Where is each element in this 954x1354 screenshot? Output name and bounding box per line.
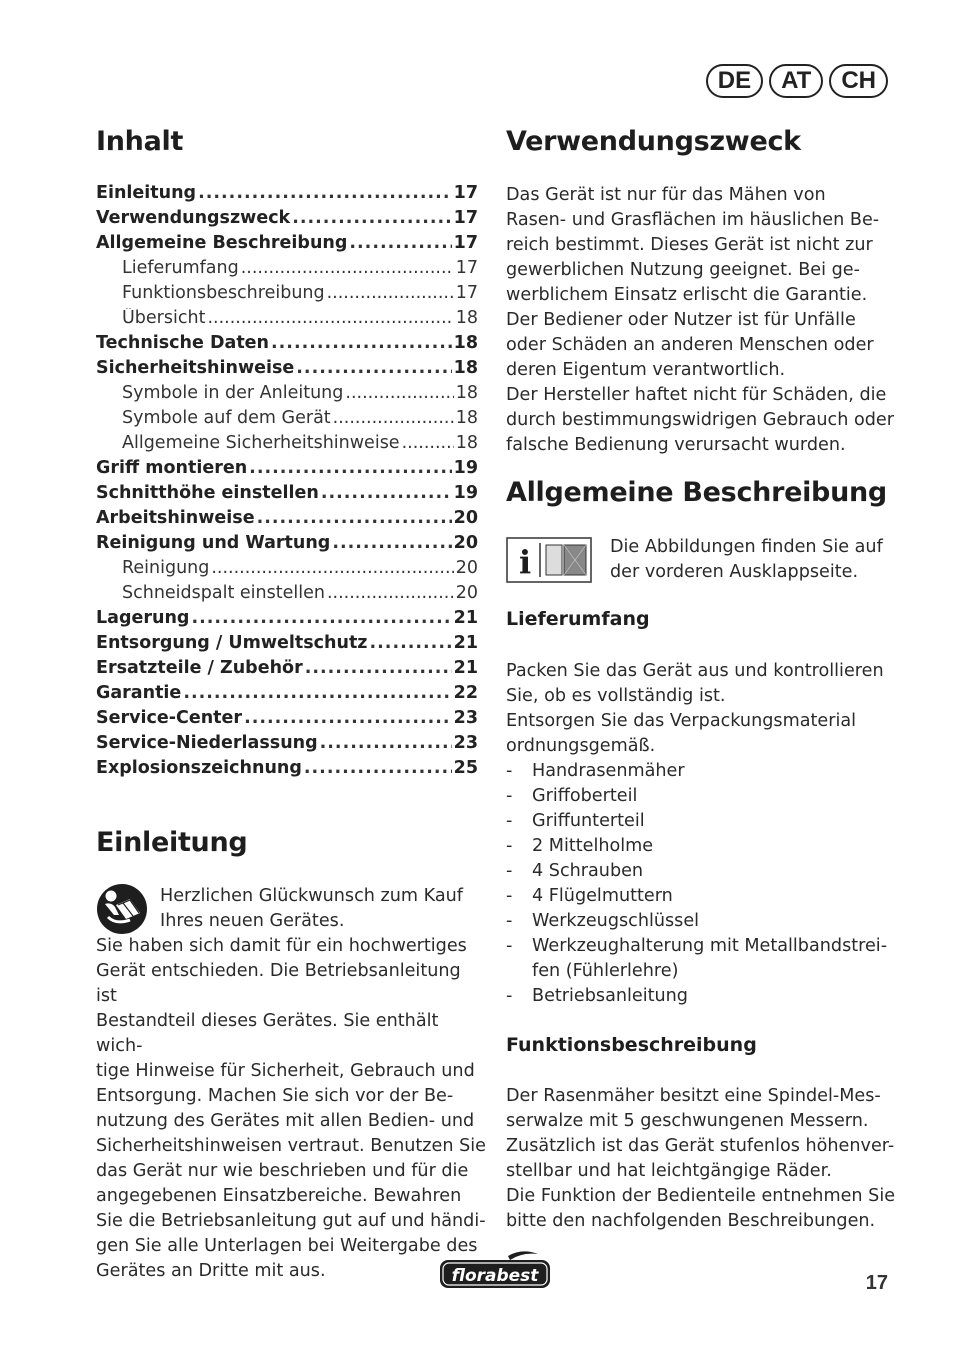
list-item: - Betriebsanleitung (506, 984, 896, 1009)
toc-entry[interactable]: Lieferumfang ..... 17 (96, 258, 478, 283)
toc-entry[interactable]: Service-Niederlassung ..... 23 (96, 733, 478, 758)
body-line: Sie die Betriebsanleitung gut auf und händi- (96, 1211, 486, 1231)
lieferumfang-body (506, 659, 896, 1009)
toc-entry[interactable]: Allgemeine Sicherheitshinweise ..... 18 (96, 433, 478, 458)
toc-entry[interactable]: Funktionsbeschreibung ..... 17 (96, 283, 478, 308)
country-badge-at: AT (769, 64, 823, 98)
body-line: Entsorgen Sie das Verpackungsmaterial (506, 711, 857, 731)
body-line: das Gerät nur wie beschrieben und für die (96, 1161, 469, 1181)
body-line: Packen Sie das Gerät aus und kontrollieren (506, 661, 884, 681)
info-line: Die Abbildungen finden Sie auf (610, 537, 883, 557)
allgemeine-title: Allgemeine Beschreibung (506, 477, 887, 508)
toc-entry[interactable]: Verwendungszweck ..... 17 (96, 208, 478, 233)
info-line: der vorderen Ausklappseite. (610, 562, 859, 582)
lieferumfang-title: Lieferumfang (506, 608, 650, 630)
verwendungszweck-body (506, 183, 896, 458)
body-line: Gerätes an Dritte mit aus. (96, 1261, 326, 1281)
body-line: Rasen- und Grasflächen im häuslichen Be- (506, 210, 880, 230)
toc-entry[interactable]: Explosionszeichnung ..... 25 (96, 758, 478, 783)
toc-entry[interactable]: Einleitung ..... 17 (96, 183, 478, 208)
svg-text:i: i (519, 543, 532, 581)
body-line: Zusätzlich ist das Gerät stufenlos höhenver- (506, 1136, 895, 1156)
intro-line: Herzlichen Glückwunsch zum Kauf (160, 886, 463, 906)
toc-entry[interactable]: Technische Daten ..... 18 (96, 333, 478, 358)
toc-entry[interactable]: Entsorgung / Umweltschutz ..... 21 (96, 633, 478, 658)
intro-line: Ihres neuen Gerätes. (160, 911, 345, 931)
toc-entry[interactable]: Service-Center ..... 23 (96, 708, 478, 733)
brand-logo (438, 1250, 552, 1296)
delivery-list-end (506, 984, 896, 1009)
toc-title: Inhalt (96, 126, 184, 157)
body-line: angegebenen Einsatzbereiche. Bewahren (96, 1186, 462, 1206)
toc-entry[interactable]: Schnitthöhe einstellen ..... 19 (96, 483, 478, 508)
toc-entry[interactable]: Reinigung ..... 20 (96, 558, 478, 583)
einleitung-body (96, 934, 486, 1284)
toc-entry[interactable]: Arbeitshinweise ..... 20 (96, 508, 478, 533)
verwendungszweck-title: Verwendungszweck (506, 126, 801, 157)
country-badges (706, 64, 888, 98)
country-badge-ch: CH (829, 64, 888, 98)
list-item: - 4 Schrauben (506, 859, 896, 884)
country-badge-de: DE (706, 64, 763, 98)
body-line: tige Hinweise für Sicherheit, Gebrauch und (96, 1061, 475, 1081)
body-line: Bestandteil dieses Gerätes. Sie enthält wich- (96, 1011, 439, 1056)
table-of-contents (96, 183, 478, 783)
body-line: nutzung des Gerätes mit allen Bedien- und (96, 1111, 475, 1131)
body-line: stellbar und hat leichtgängige Räder. (506, 1161, 832, 1181)
toc-entry[interactable]: Griff montieren ..... 19 (96, 458, 478, 483)
body-line: serwalze mit 5 geschwungenen Messern. (506, 1111, 869, 1131)
toc-entry[interactable]: Reinigung und Wartung ..... 20 (96, 533, 478, 558)
body-line: gewerblichen Nutzung geeignet. Bei ge- (506, 260, 860, 280)
body-line: oder Schäden an anderen Menschen oder (506, 335, 874, 355)
einleitung-intro (160, 884, 478, 934)
body-line: Sicherheitshinweisen vertraut. Benutzen Sie (96, 1136, 486, 1156)
toc-entry[interactable]: Allgemeine Beschreibung ..... 17 (96, 233, 478, 258)
body-line: durch bestimmungswidrigen Gebrauch oder (506, 410, 894, 430)
info-text (610, 535, 900, 585)
info-figure-icon (506, 537, 592, 587)
list-item: - Griffoberteil (506, 784, 896, 809)
toc-entry[interactable]: Schneidspalt einstellen ..... 20 (96, 583, 478, 608)
body-line: reich bestimmt. Dieses Gerät ist nicht zur (506, 235, 873, 255)
body-line: Gerät entschieden. Die Betriebsanleitung ist (96, 961, 461, 1006)
list-item-continuation: fen (Fühlerlehre) (532, 961, 679, 981)
list-item: - Handrasenmäher (506, 759, 896, 784)
body-line: Der Bediener oder Nutzer ist für Unfälle (506, 310, 856, 330)
body-line: gen Sie alle Unterlagen bei Weitergabe des (96, 1236, 478, 1256)
body-line: Das Gerät ist nur für das Mähen von (506, 185, 826, 205)
body-line: Entsorgung. Machen Sie sich vor der Be- (96, 1086, 454, 1106)
body-line: falsche Bedienung verursacht wurden. (506, 435, 846, 455)
body-line: bitte den nachfolgenden Beschreibungen. (506, 1211, 876, 1231)
toc-entry[interactable]: Garantie ..... 22 (96, 683, 478, 708)
list-item: - Werkzeugschlüssel (506, 909, 896, 934)
list-item: - 4 Flügelmuttern (506, 884, 896, 909)
read-manual-icon (96, 883, 150, 939)
toc-entry[interactable]: Symbole in der Anleitung ..... 18 (96, 383, 478, 408)
body-line: ordnungsgemäß. (506, 736, 656, 756)
list-item: - Griffunterteil (506, 809, 896, 834)
toc-entry[interactable]: Lagerung ..... 21 (96, 608, 478, 633)
einleitung-title: Einleitung (96, 827, 248, 858)
body-line: Die Funktion der Bedienteile entnehmen Sie (506, 1186, 896, 1206)
funktion-title: Funktionsbeschreibung (506, 1034, 757, 1056)
body-line: Der Rasenmäher besitzt eine Spindel-Mes- (506, 1086, 881, 1106)
funktion-body (506, 1084, 896, 1234)
toc-entry[interactable]: Ersatzteile / Zubehör ..... 21 (96, 658, 478, 683)
page-number: 17 (865, 1272, 888, 1294)
body-line: werblichem Einsatz erlischt die Garantie. (506, 285, 868, 305)
toc-entry[interactable]: Übersicht ..... 18 (96, 308, 478, 333)
toc-entry[interactable]: Sicherheitshinweise ..... 18 (96, 358, 478, 383)
list-item: - 2 Mittelholme (506, 834, 896, 859)
body-line: Der Hersteller haftet nicht für Schäden, die (506, 385, 887, 405)
brand-name: florabest (451, 1266, 539, 1286)
list-item: - Werkzeughalterung mit Metallbandstrei- (506, 934, 896, 959)
toc-entry[interactable]: Symbole auf dem Gerät ..... 18 (96, 408, 478, 433)
body-line: Sie haben sich damit für ein hochwertiges (96, 936, 467, 956)
body-line: Sie, ob es vollständig ist. (506, 686, 726, 706)
delivery-list (506, 759, 896, 959)
body-line: deren Eigentum verantwortlich. (506, 360, 786, 380)
